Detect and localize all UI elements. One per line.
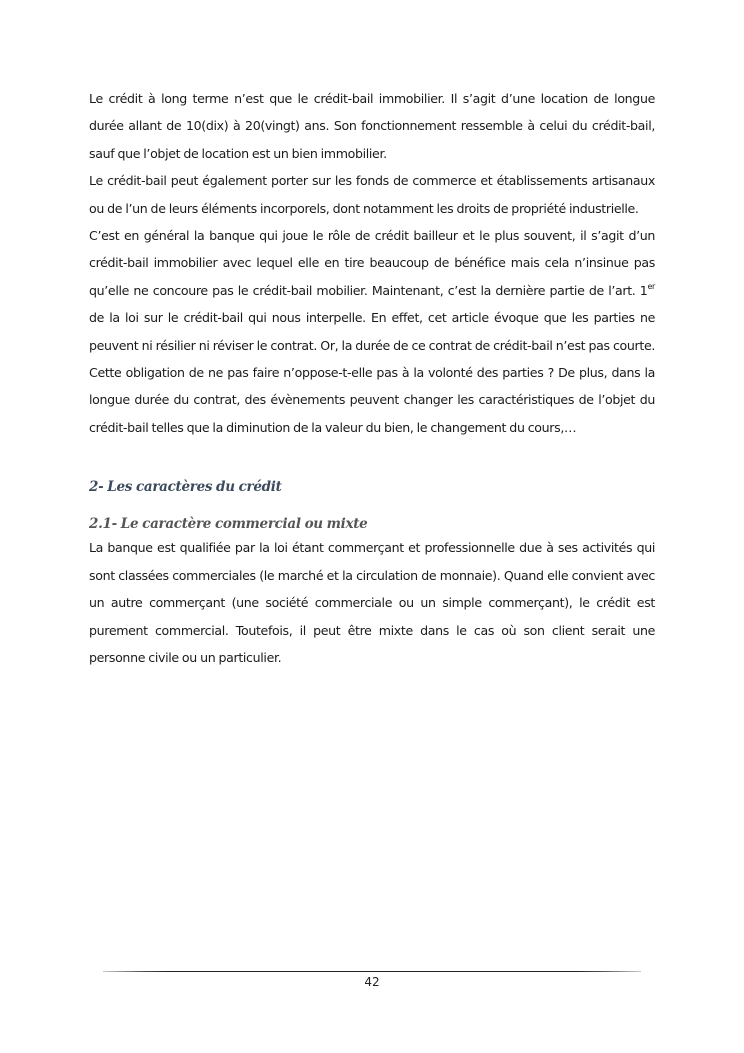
paragraph-credit-bailleur	[89, 222, 655, 441]
section-heading: 2- Les caractères du crédit	[89, 479, 282, 496]
paragraph-text-part-1: C’est en général la banque qui joue le rôle de crédit bailleur et le plus souvent, il s’agit d’un crédit-bail immobilier avec lequel elle en tire beaucoup de bénéfice mais cela n’insinue pas qu’elle ne concoure pas le crédit-bail mobilier. Maintenant, c’est la dernière partie de l’art. 1	[89, 228, 655, 298]
paragraph-caractere-commercial: La banque est qualifiée par la loi étant commerçant et professionnelle due à ses activités qui sont classées commerciales (le marché et la circulation de monnaie). Quand elle convient avec un autre commerçant (une société commerciale ou un simple commerçant), le crédit est purement commercial. Toutefois, il peut être mixte dans le cas où son client serait une personne civile ou un particulier.	[89, 540, 655, 665]
page-number: 42	[364, 975, 380, 989]
page-content	[89, 85, 655, 671]
subsection-heading: 2.1- Le caractère commercial ou mixte	[89, 516, 368, 533]
paragraph-text-part-2: de la loi sur le crédit-bail qui nous interpelle. En effet, cet article évoque que les parties ne peuvent ni résilier ni réviser le contrat. Or, la durée de ce contrat de crédit-bail n’est pas courte. Cette obligation de ne pas faire n’oppose-t-elle pas à la volonté des parties ? De plus, dans la longue durée du contrat, des évènements peuvent changer les caractéristiques de l’objet du crédit-bail telles que la diminution de la valeur du bien, le changement du cours,…	[89, 310, 655, 435]
paragraph-credit-bail-fonds: Le crédit-bail peut également porter sur les fonds de commerce et établissements artisanaux ou de l’un de leurs éléments incorporels, dont notamment les droits de propriété industrielle.	[89, 173, 655, 216]
paragraph-credit-long-terme: Le crédit à long terme n’est que le crédit-bail immobilier. Il s’agit d’une location de longue durée allant de 10(dix) à 20(vingt) ans. Son fonctionnement ressemble à celui du crédit-bail, sauf que l’objet de location est un bien immobilier.	[89, 91, 655, 161]
superscript-er: er	[647, 281, 655, 291]
footer-divider	[103, 971, 641, 972]
